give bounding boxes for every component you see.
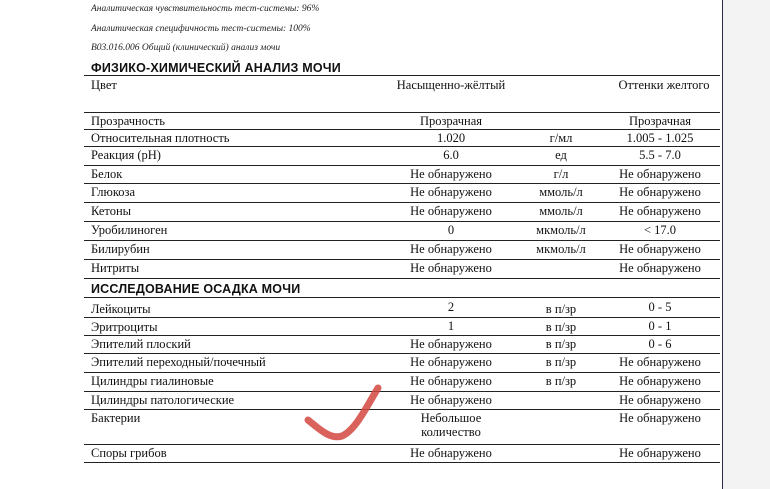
row-ref: < 17.0 bbox=[643, 223, 677, 237]
row-value: Не обнаружено bbox=[410, 393, 492, 407]
row-ref: 1.005 - 1.025 bbox=[626, 131, 694, 145]
row-unit: в п/зр bbox=[545, 355, 577, 369]
row-unit: в п/зр bbox=[545, 302, 577, 316]
row-value: 6.0 bbox=[443, 148, 459, 162]
row-unit: ед bbox=[555, 148, 567, 162]
table-row bbox=[84, 165, 720, 184]
row-ref: 5.5 - 7.0 bbox=[639, 148, 681, 162]
table-row bbox=[84, 183, 720, 203]
row-value: Не обнаружено bbox=[410, 167, 492, 181]
row-ref: Не обнаружено bbox=[619, 374, 701, 388]
table-row bbox=[84, 409, 720, 445]
row-unit: ммоль/л bbox=[539, 204, 583, 218]
specificity-note: Аналитическая специфичность тест-системы: 100% bbox=[91, 24, 311, 34]
checkmark-icon bbox=[300, 382, 390, 452]
row-value: Насыщенно-жёлтый bbox=[396, 78, 506, 92]
row-unit: г/л bbox=[553, 167, 569, 181]
row-ref: 0 - 5 bbox=[648, 300, 672, 314]
row-name: Уробилиноген bbox=[91, 223, 168, 237]
table-row bbox=[84, 335, 720, 354]
row-unit: в п/зр bbox=[545, 374, 577, 388]
row-value: 0 bbox=[447, 223, 455, 237]
table-row bbox=[84, 298, 720, 318]
table-row bbox=[84, 259, 720, 279]
sensitivity-note: Аналитическая чувствительность тест-системы: 96% bbox=[91, 4, 320, 14]
row-unit: мкмоль/л bbox=[536, 242, 586, 256]
row-name: Споры грибов bbox=[91, 446, 167, 460]
table-row bbox=[84, 129, 720, 147]
row-name: Бактерии bbox=[91, 411, 141, 425]
row-ref: Не обнаружено bbox=[619, 261, 701, 275]
row-value: 1.020 bbox=[436, 131, 466, 145]
row-name: Билирубин bbox=[91, 242, 150, 256]
row-ref: Не обнаружено bbox=[619, 393, 701, 407]
table-row bbox=[84, 391, 720, 410]
row-ref: Не обнаружено bbox=[619, 355, 701, 369]
row-name: Эпителий переходный/почечный bbox=[91, 355, 266, 369]
table-row bbox=[84, 146, 720, 166]
row-value: 1 bbox=[447, 319, 455, 333]
table-row bbox=[84, 240, 720, 260]
row-value: Не обнаружено bbox=[410, 185, 492, 199]
row-unit: ммоль/л bbox=[539, 185, 583, 199]
row-name: Эритроциты bbox=[91, 320, 158, 334]
test-code-note: B03.016.006 Общий (клинический) анализ мочи bbox=[91, 43, 281, 53]
row-name: Относительная плотность bbox=[91, 131, 230, 145]
row-value: Не обнаружено bbox=[410, 204, 492, 218]
row-unit: г/мл bbox=[549, 131, 573, 145]
row-value: Не обнаружено bbox=[410, 242, 492, 256]
table-row bbox=[84, 317, 720, 336]
row-ref: 0 - 6 bbox=[648, 337, 672, 351]
row-ref: 0 - 1 bbox=[648, 319, 672, 333]
row-name: Кетоны bbox=[91, 204, 132, 218]
row-ref: Не обнаружено bbox=[619, 446, 701, 460]
table-row bbox=[84, 202, 720, 222]
row-ref: Не обнаружено bbox=[619, 242, 701, 256]
row-value: Не обнаружено bbox=[410, 374, 492, 388]
row-name: Цилиндры гиалиновые bbox=[91, 374, 214, 388]
row-value: Не обнаружено bbox=[410, 446, 492, 460]
table-row bbox=[84, 444, 720, 463]
row-name: Реакция (pH) bbox=[91, 148, 161, 162]
row-name: Эпителий плоский bbox=[91, 337, 191, 351]
table-row bbox=[84, 112, 720, 130]
row-value: Не обнаружено bbox=[410, 337, 492, 351]
row-value: Небольшое количество bbox=[420, 411, 482, 439]
row-value: Прозрачная bbox=[419, 114, 483, 128]
row-unit: мкмоль/л bbox=[536, 223, 586, 237]
row-name: Нитриты bbox=[91, 261, 140, 275]
row-name: Цилиндры патологические bbox=[91, 393, 235, 407]
row-value: Не обнаружено bbox=[410, 355, 492, 369]
row-value: 2 bbox=[447, 300, 455, 314]
table-row bbox=[84, 221, 720, 241]
row-ref: Не обнаружено bbox=[619, 204, 701, 218]
checkmark-stroke bbox=[308, 388, 378, 437]
table-row bbox=[84, 353, 720, 373]
row-value: Не обнаружено bbox=[410, 261, 492, 275]
sediment-section-title: ИССЛЕДОВАНИЕ ОСАДКА МОЧИ bbox=[91, 282, 301, 296]
table-row bbox=[84, 76, 720, 113]
row-name: Глюкоза bbox=[91, 185, 136, 199]
row-unit: в п/зр bbox=[545, 337, 577, 351]
table-row bbox=[84, 372, 720, 392]
row-unit: в п/зр bbox=[545, 320, 577, 334]
row-ref: Не обнаружено bbox=[619, 411, 701, 425]
row-name: Лейкоциты bbox=[91, 302, 151, 316]
row-ref: Не обнаружено bbox=[619, 185, 701, 199]
row-ref: Оттенки желтого bbox=[618, 78, 710, 92]
row-name: Белок bbox=[91, 167, 123, 181]
row-ref: Прозрачная bbox=[628, 114, 692, 128]
row-ref: Не обнаружено bbox=[619, 167, 701, 181]
physchem-section-title: ФИЗИКО-ХИМИЧЕСКИЙ АНАЛИЗ МОЧИ bbox=[91, 61, 341, 75]
row-name: Прозрачность bbox=[91, 114, 166, 128]
row-name: Цвет bbox=[91, 78, 117, 92]
